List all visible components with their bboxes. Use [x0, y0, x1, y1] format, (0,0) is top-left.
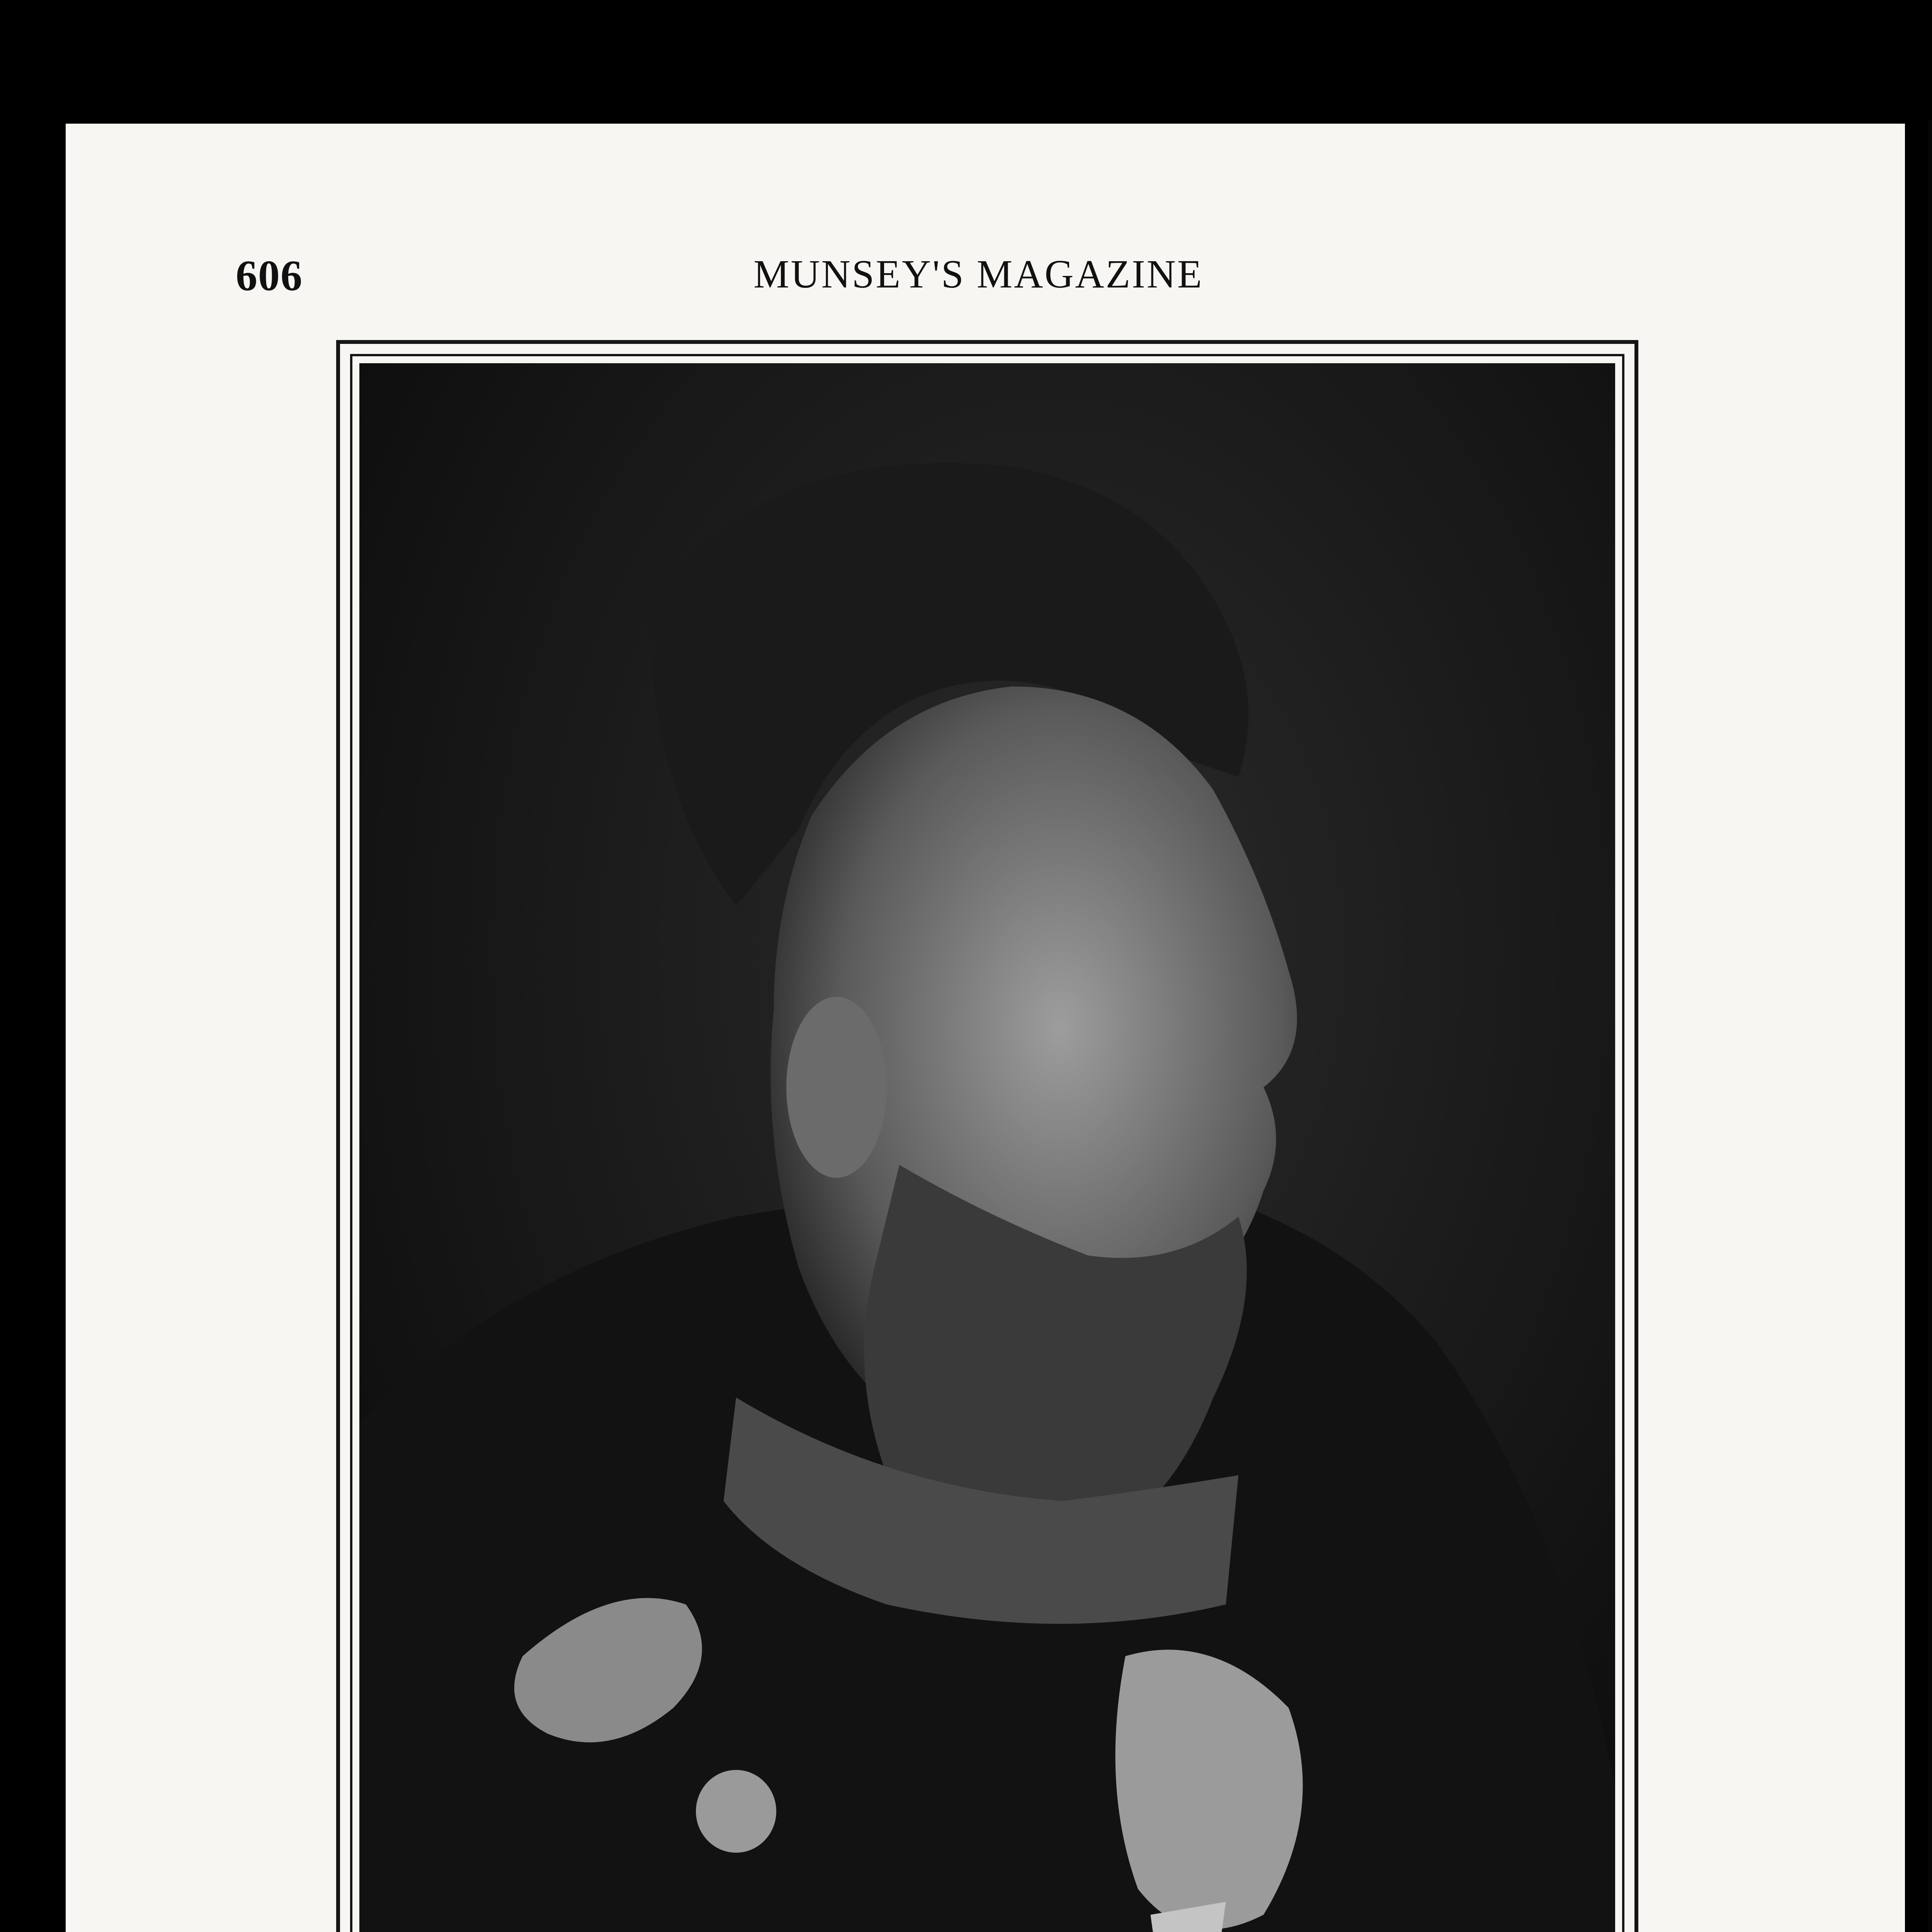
page-content	[66, 124, 1905, 1932]
portrait-photograph-icon	[359, 363, 1615, 1932]
page-header	[66, 251, 1905, 305]
facing-page-edge	[1928, 120, 1932, 1932]
photo-frame	[336, 340, 1638, 1932]
magazine-title: MUNSEY'S MAGAZINE	[753, 252, 1204, 296]
photo-frame-inner	[350, 354, 1624, 1932]
page-number: 606	[236, 252, 303, 300]
